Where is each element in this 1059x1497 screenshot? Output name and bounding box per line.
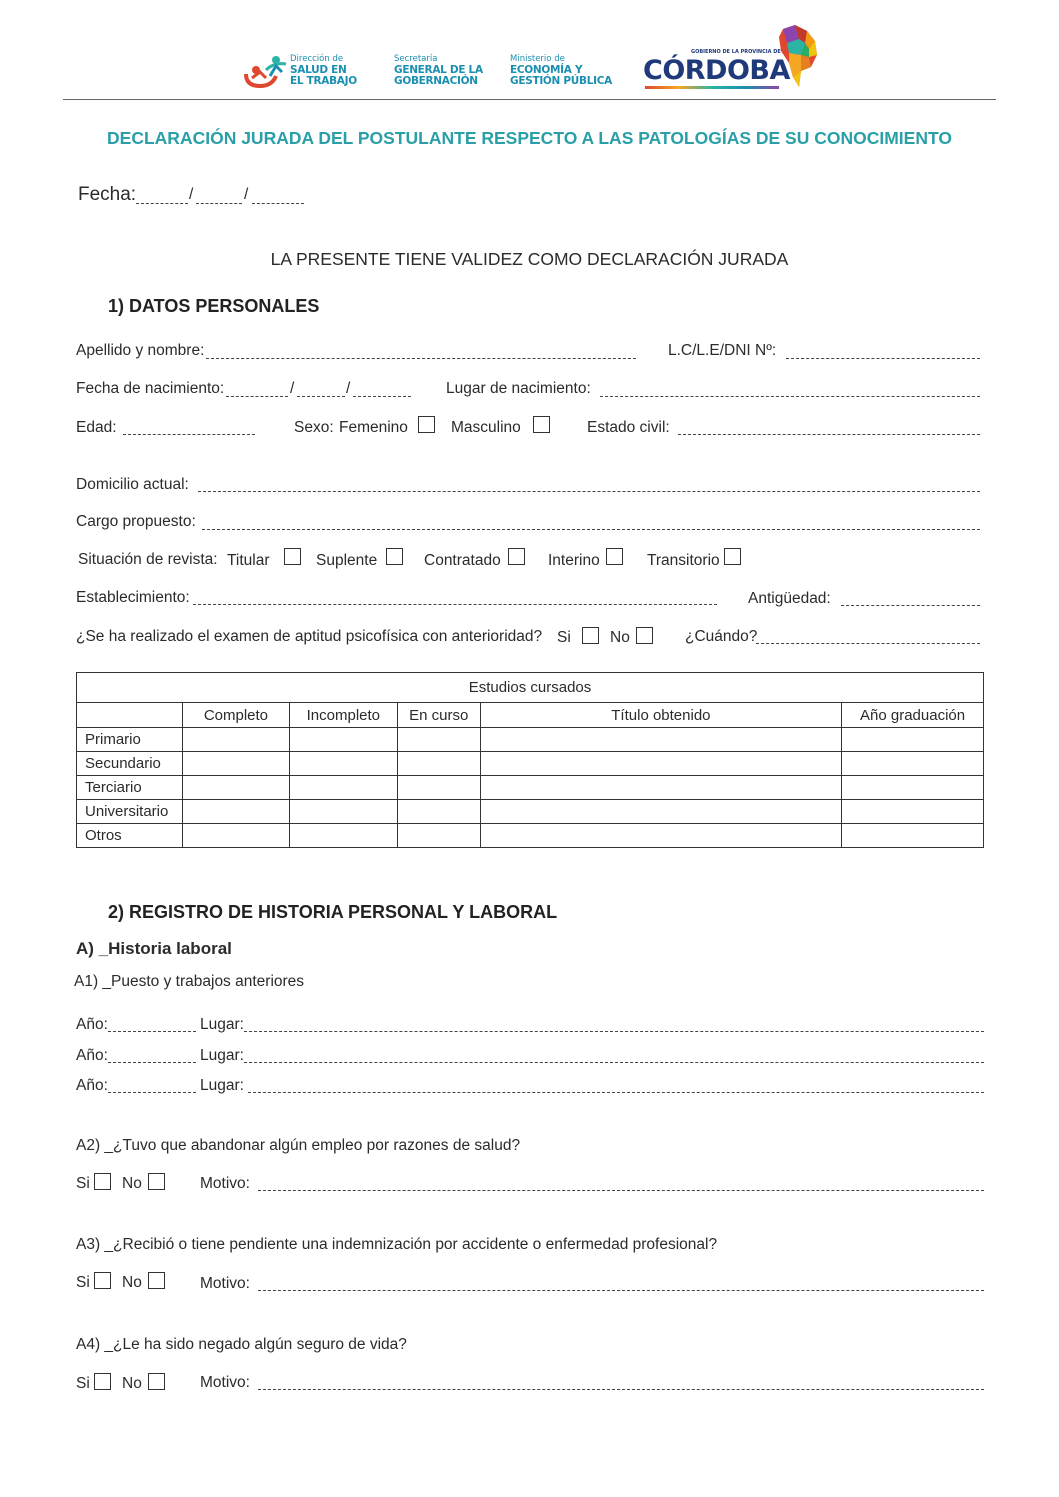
estudios-cell[interactable] (182, 824, 289, 848)
fecha-label: Fecha: (78, 184, 137, 205)
fecha-day-field[interactable] (136, 203, 188, 204)
anio-label: Año: (76, 1047, 108, 1064)
examen-no-label: No (610, 629, 630, 646)
a4-si-label: Si (76, 1375, 90, 1392)
estudios-cell[interactable] (480, 728, 841, 752)
a2-no-label: No (122, 1175, 142, 1192)
anio-field-1[interactable] (108, 1031, 196, 1032)
domicilio-label: Domicilio actual: (76, 476, 189, 493)
fecha-sep-1: / (189, 186, 194, 203)
fecha-nac-day-field[interactable] (226, 396, 288, 397)
a1-question: A1) _Puesto y trabajos anteriores (74, 973, 305, 990)
anio-label: Año: (76, 1077, 108, 1094)
estudios-cell[interactable] (289, 776, 397, 800)
logo-secretaria-line1: Secretaría (394, 54, 438, 64)
examen-si-checkbox[interactable] (582, 627, 599, 644)
estudios-caption: Estudios cursados (77, 673, 984, 703)
estudios-cell[interactable] (480, 776, 841, 800)
a2-si-label: Si (76, 1175, 90, 1192)
estudios-cell[interactable] (289, 752, 397, 776)
interino-checkbox[interactable] (606, 548, 623, 565)
table-row (77, 824, 984, 848)
apellido-label: Apellido y nombre: (76, 342, 205, 359)
logo-cordoba-big: CÓRDOBA (643, 55, 790, 86)
a4-motivo-field[interactable] (258, 1389, 984, 1390)
titular-checkbox[interactable] (284, 548, 301, 565)
examen-question: ¿Se ha realizado el examen de aptitud psicofísica con anterioridad? (76, 628, 543, 645)
estudios-cell[interactable] (842, 752, 984, 776)
salud-trabajo-logo-icon (242, 52, 288, 88)
a4-motivo-label: Motivo: (200, 1374, 250, 1391)
antiguedad-label: Antigüedad: (748, 590, 831, 607)
estudios-cell[interactable] (480, 824, 841, 848)
estudios-header-empty (77, 703, 183, 728)
estudios-row-label: Primario (77, 728, 183, 752)
antiguedad-field[interactable] (841, 605, 980, 606)
fecha-nac-sep-2: / (346, 380, 351, 397)
masculino-checkbox[interactable] (533, 416, 550, 433)
transitorio-checkbox[interactable] (724, 548, 741, 565)
cuando-field[interactable] (756, 643, 980, 644)
table-row (77, 776, 984, 800)
validez-text: LA PRESENTE TIENE VALIDEZ COMO DECLARACIÓN JURADA (270, 249, 789, 269)
domicilio-field[interactable] (198, 491, 980, 492)
establecimiento-field[interactable] (193, 604, 717, 605)
a3-si-label: Si (76, 1274, 90, 1291)
header-logos (240, 22, 820, 92)
a4-no-label: No (122, 1375, 142, 1392)
lugar-label: Lugar: (200, 1047, 244, 1064)
estudios-row-label: Terciario (77, 776, 183, 800)
suplente-checkbox[interactable] (386, 548, 403, 565)
a4-si-checkbox[interactable] (94, 1373, 111, 1390)
logo-ministerio-line3: GESTIÓN PÚBLICA (510, 75, 612, 87)
logo-secretaria-line2: GENERAL DE LA (394, 64, 483, 76)
a3-question: A3) _¿Recibió o tiene pendiente una indemnización por accidente o enfermedad profesional? (76, 1236, 718, 1253)
a2-si-checkbox[interactable] (94, 1173, 111, 1190)
anio-field-3[interactable] (108, 1092, 196, 1093)
logo-secretaria-text (394, 54, 483, 87)
femenino-checkbox[interactable] (418, 416, 435, 433)
examen-no-checkbox[interactable] (636, 627, 653, 644)
sexo-label: Sexo: (294, 419, 334, 436)
estudios-cell[interactable] (397, 728, 480, 752)
estudios-table (76, 672, 984, 848)
estudios-cell[interactable] (182, 800, 289, 824)
apellido-field[interactable] (206, 358, 636, 359)
fecha-nac-label: Fecha de nacimiento: (76, 380, 225, 397)
a4-no-checkbox[interactable] (148, 1373, 165, 1390)
contratado-label: Contratado (424, 552, 501, 569)
situacion-label: Situación de revista: (78, 551, 218, 568)
logo-salud-line3: EL TRABAJO (290, 75, 357, 87)
dni-field[interactable] (786, 358, 980, 359)
estudios-cell[interactable] (842, 800, 984, 824)
contratado-checkbox[interactable] (508, 548, 525, 565)
historia-laboral-heading: A) _Historia laboral (76, 939, 232, 958)
examen-si-label: Si (557, 629, 571, 646)
estudios-row-label: Secundario (77, 752, 183, 776)
estudios-cell[interactable] (182, 776, 289, 800)
a2-question: A2) _¿Tuvo que abandonar algún empleo por razones de salud? (76, 1137, 521, 1154)
estudios-row-label: Universitario (77, 800, 183, 824)
table-row (77, 800, 984, 824)
estado-civil-field[interactable] (678, 434, 980, 435)
estudios-header-anio: Año graduación (842, 703, 984, 728)
logo-salud-line2: SALUD EN (290, 64, 347, 76)
dni-label: L.C/L.E/DNI Nº: (668, 342, 777, 359)
estudios-cell[interactable] (289, 800, 397, 824)
anio-field-2[interactable] (108, 1062, 196, 1063)
cargo-label: Cargo propuesto: (76, 513, 196, 530)
lugar-field-2[interactable] (244, 1062, 984, 1063)
header-divider (63, 99, 996, 100)
section1-heading: 1) DATOS PERSONALES (108, 296, 320, 316)
lugar-label: Lugar: (200, 1077, 244, 1094)
logo-secretaria-line3: GOBERNACIÓN (394, 75, 478, 87)
femenino-label: Femenino (339, 419, 408, 436)
edad-field[interactable] (123, 434, 255, 435)
a3-no-checkbox[interactable] (148, 1272, 165, 1289)
interino-label: Interino (548, 552, 600, 569)
a2-no-checkbox[interactable] (148, 1173, 165, 1190)
logo-cordoba-small: GOBIERNO DE LA PROVINCIA DE (691, 49, 781, 55)
estudios-header-incompleto: Incompleto (289, 703, 397, 728)
lugar-field-1[interactable] (244, 1031, 984, 1032)
estudios-cell[interactable] (182, 752, 289, 776)
fecha-nac-year-field[interactable] (353, 396, 411, 397)
table-row (77, 752, 984, 776)
logo-salud-text (290, 54, 357, 87)
suplente-label: Suplente (316, 552, 378, 569)
transitorio-label: Transitorio (647, 552, 720, 569)
masculino-label: Masculino (451, 419, 521, 436)
a2-motivo-field[interactable] (258, 1190, 984, 1191)
estudios-cell[interactable] (397, 752, 480, 776)
a2-motivo-label: Motivo: (200, 1175, 250, 1192)
estudios-header-row (77, 703, 984, 728)
fecha-nac-month-field[interactable] (297, 396, 345, 397)
estudios-header-titulo: Título obtenido (480, 703, 841, 728)
logo-ministerio-line2: ECONOMÍA Y (510, 64, 583, 76)
estudios-cell[interactable] (397, 824, 480, 848)
a3-motivo-field[interactable] (258, 1290, 984, 1291)
logo-ministerio-text (510, 54, 612, 87)
estudios-header-completo: Completo (182, 703, 289, 728)
fecha-nac-sep-1: / (290, 380, 295, 397)
lugar-label: Lugar: (200, 1016, 244, 1033)
estudios-cell[interactable] (397, 776, 480, 800)
estudios-cell[interactable] (397, 800, 480, 824)
lugar-field-3[interactable] (248, 1092, 984, 1093)
edad-label: Edad: (76, 419, 117, 436)
estado-civil-label: Estado civil: (587, 419, 670, 436)
estudios-cell[interactable] (289, 824, 397, 848)
estudios-header-en-curso: En curso (397, 703, 480, 728)
anio-label: Año: (76, 1016, 108, 1033)
a3-motivo-label: Motivo: (200, 1275, 250, 1292)
a4-question: A4) _¿Le ha sido negado algún seguro de vida? (76, 1336, 407, 1353)
lugar-nac-field[interactable] (600, 396, 980, 397)
a3-no-label: No (122, 1274, 142, 1291)
estudios-cell[interactable] (182, 728, 289, 752)
section2-heading: 2) REGISTRO DE HISTORIA PERSONAL Y LABORAL (108, 902, 558, 922)
cargo-field[interactable] (202, 529, 980, 530)
fecha-year-field[interactable] (252, 203, 304, 204)
cuando-label: ¿Cuándo? (685, 628, 758, 645)
estudios-caption-row (77, 673, 984, 703)
estudios-cell[interactable] (289, 728, 397, 752)
cordoba-province-map-icon (777, 25, 819, 91)
table-row (77, 728, 984, 752)
establecimiento-label: Establecimiento: (76, 589, 190, 606)
estudios-row-label: Otros (77, 824, 183, 848)
page-title: DECLARACIÓN JURADA DEL POSTULANTE RESPECTO A LAS PATOLOGÍAS DE SU CONOCIMIENTO (107, 128, 952, 148)
fecha-month-field[interactable] (196, 203, 242, 204)
logo-ministerio-line1: Ministerio de (510, 54, 565, 64)
a3-si-checkbox[interactable] (94, 1272, 111, 1289)
logo-cordoba-underline (645, 86, 779, 89)
titular-label: Titular (227, 552, 270, 569)
estudios-cell[interactable] (842, 776, 984, 800)
estudios-cell[interactable] (480, 752, 841, 776)
estudios-cell[interactable] (842, 824, 984, 848)
estudios-cell[interactable] (480, 800, 841, 824)
fecha-sep-2: / (244, 186, 249, 203)
lugar-nac-label: Lugar de nacimiento: (446, 380, 591, 397)
logo-salud-line1: Dirección de (290, 54, 344, 64)
estudios-cell[interactable] (842, 728, 984, 752)
